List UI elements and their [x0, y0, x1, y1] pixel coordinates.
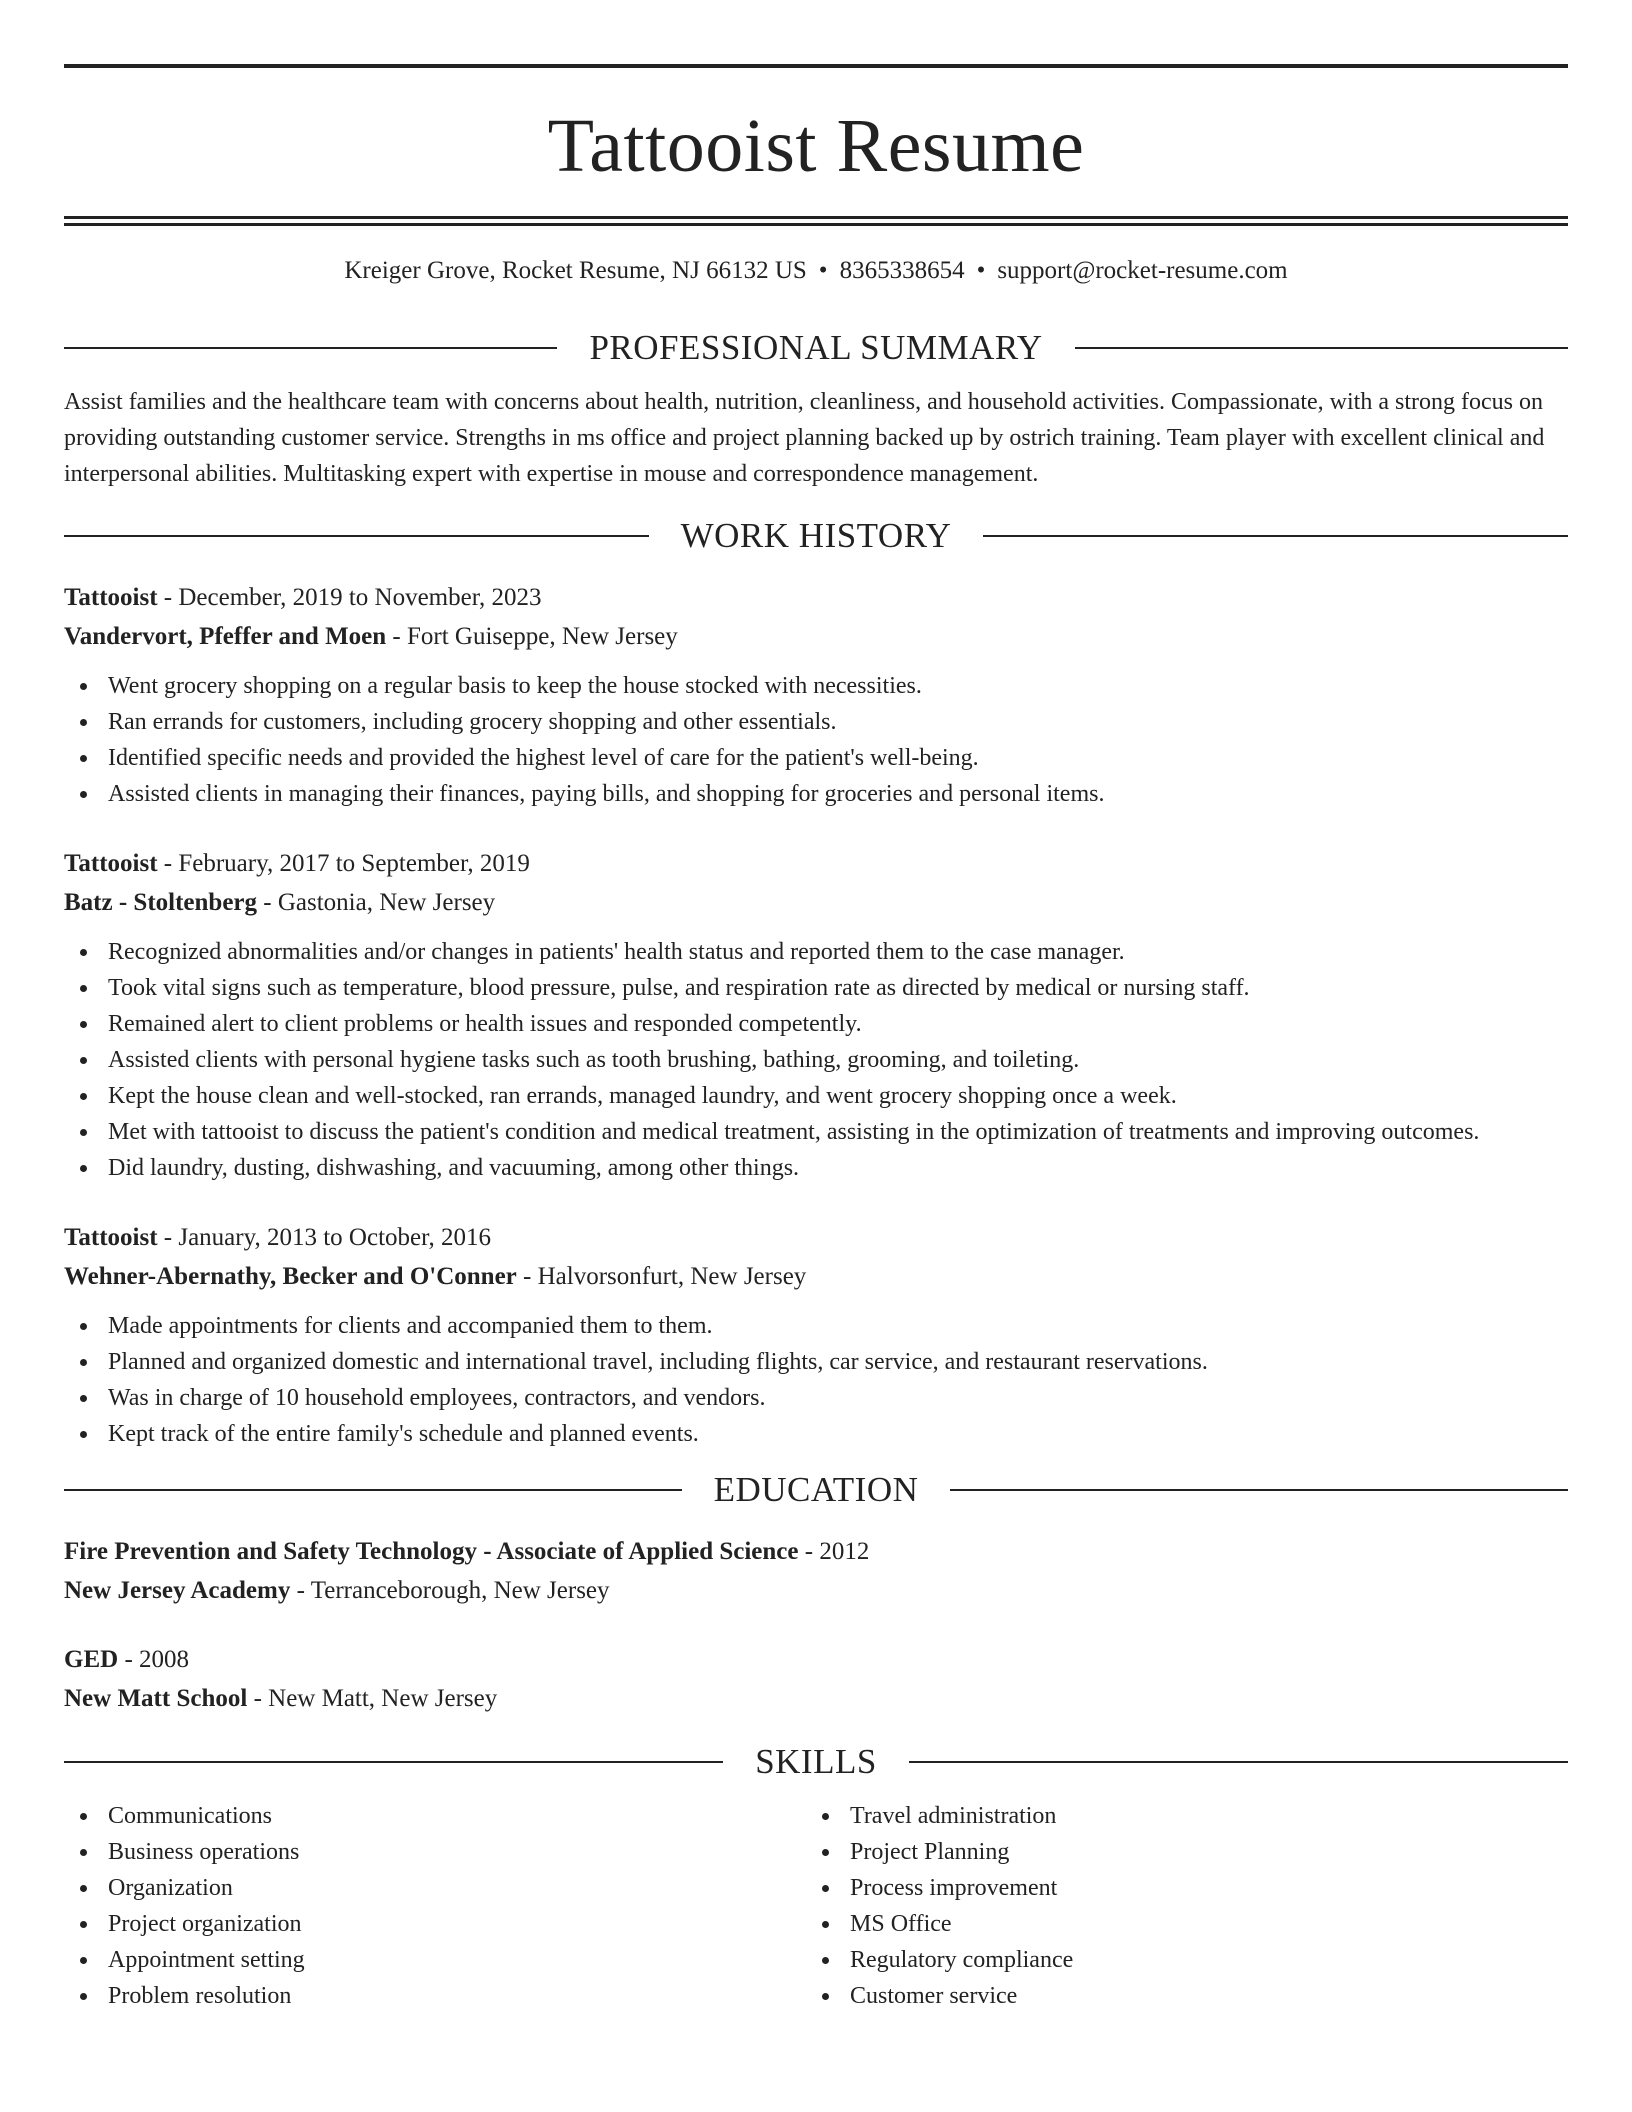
job-title: Tattooist	[64, 850, 158, 877]
job-entry	[64, 1218, 1568, 1452]
job-bullets	[64, 1308, 1568, 1452]
job-entry	[64, 578, 1568, 812]
education-degree-line: GED - 2008	[64, 1646, 190, 1673]
skills-grid	[64, 1798, 1568, 2014]
job-bullet: Identified specific needs and provided the highest level of care for the patient's well-being.	[108, 740, 1568, 776]
job-title: Tattooist	[64, 1224, 158, 1251]
heading-rule	[64, 535, 649, 537]
contact-separator: •	[818, 257, 828, 284]
job-bullet: Ran errands for customers, including grocery shopping and other essentials.	[108, 704, 1568, 740]
summary-text: Assist families and the healthcare team with concerns about health, nutrition, cleanliness, and household activities. Compassionate, with a strong focus on providing outstanding customer service. Strengths in ms office and project planning backed up by ostrich training. Team player with excellent clinical and interpersonal abilities. Multitasking expert with expertise in mouse and correspondence management.	[64, 389, 1545, 487]
top-rule	[64, 64, 1568, 68]
education-heading	[64, 1470, 1568, 1510]
contact-address: Kreiger Grove, Rocket Resume, NJ 66132 US	[344, 257, 807, 284]
skill-item: MS Office	[850, 1906, 1548, 1942]
education-entry	[64, 1640, 1568, 1718]
job-company-line: Wehner-Abernathy, Becker and O'Conner - Halvorsonfurt, New Jersey	[64, 1263, 807, 1290]
job-location: Gastonia, New Jersey	[277, 889, 496, 916]
job-bullet: Met with tattooist to discuss the patient's condition and medical treatment, assisting in the optimization of treatments and improving outcomes.	[108, 1114, 1568, 1150]
job-dates: January, 2013 to October, 2016	[178, 1224, 491, 1251]
skills-heading	[64, 1742, 1568, 1782]
heading-rule	[1075, 347, 1568, 349]
resume-title: Tattooist Resume	[547, 104, 1085, 188]
skills-list	[806, 1798, 1548, 2014]
job-bullet: Was in charge of 10 household employees, contractors, and vendors.	[108, 1380, 1568, 1416]
skill-item: Process improvement	[850, 1870, 1548, 1906]
job-company: Vandervort, Pfeffer and Moen	[64, 623, 387, 650]
job-bullet: Made appointments for clients and accompanied them to them.	[108, 1308, 1568, 1344]
heading-rule	[64, 347, 557, 349]
job-bullet: Took vital signs such as temperature, blood pressure, pulse, and respiration rate as directed by medical or nursing staff.	[108, 970, 1568, 1006]
job-company-line: Vandervort, Pfeffer and Moen - Fort Guiseppe, New Jersey	[64, 623, 678, 650]
job-bullet: Recognized abnormalities and/or changes in patients' health status and reported them to the case manager.	[108, 934, 1568, 970]
skills-column-left	[64, 1798, 806, 2014]
skill-item: Organization	[108, 1870, 806, 1906]
skill-item: Problem resolution	[108, 1978, 806, 2014]
skills-heading-label: SKILLS	[755, 1742, 877, 1781]
skill-item: Regulatory compliance	[850, 1942, 1548, 1978]
job-location: Fort Guiseppe, New Jersey	[407, 623, 678, 650]
skills-list	[64, 1798, 806, 2014]
skill-item: Appointment setting	[108, 1942, 806, 1978]
skill-item: Travel administration	[850, 1798, 1548, 1834]
contact-email: support@rocket-resume.com	[997, 257, 1288, 284]
title-double-rule	[64, 216, 1568, 226]
education-degree: GED	[64, 1646, 119, 1673]
job-company: Batz - Stoltenberg	[64, 889, 258, 916]
job-bullets	[64, 934, 1568, 1186]
skill-item: Customer service	[850, 1978, 1548, 2014]
summary-heading	[64, 328, 1568, 368]
job-bullets	[64, 668, 1568, 812]
education-year: 2008	[139, 1646, 190, 1673]
education-school: New Matt School	[64, 1685, 248, 1712]
skill-item: Communications	[108, 1798, 806, 1834]
heading-rule	[950, 1489, 1568, 1491]
education-heading-label: EDUCATION	[713, 1470, 919, 1509]
job-bullet: Went grocery shopping on a regular basis to keep the house stocked with necessities.	[108, 668, 1568, 704]
job-title-line: Tattooist - February, 2017 to September, 2019	[64, 850, 530, 877]
job-title-line: Tattooist - January, 2013 to October, 2016	[64, 1224, 491, 1251]
heading-rule	[64, 1761, 723, 1763]
job-bullet: Kept the house clean and well-stocked, ran errands, managed laundry, and went grocery shopping once a week.	[108, 1078, 1568, 1114]
education-school-line: New Jersey Academy - Terranceborough, New Jersey	[64, 1577, 610, 1604]
education-school-line: New Matt School - New Matt, New Jersey	[64, 1685, 498, 1712]
contact-phone: 8365338654	[839, 257, 965, 284]
job-bullet: Assisted clients with personal hygiene tasks such as tooth brushing, bathing, grooming, and toileting.	[108, 1042, 1568, 1078]
work-history-heading-label: WORK HISTORY	[680, 516, 952, 555]
education-degree: Fire Prevention and Safety Technology - Associate of Applied Science	[64, 1538, 799, 1565]
job-bullet: Remained alert to client problems or health issues and responded competently.	[108, 1006, 1568, 1042]
summary-heading-label: PROFESSIONAL SUMMARY	[589, 328, 1043, 367]
skills-column-right	[806, 1798, 1548, 2014]
contact-line	[64, 256, 1568, 286]
heading-rule	[983, 535, 1568, 537]
education-location: New Matt, New Jersey	[268, 1685, 498, 1712]
education-degree-line: Fire Prevention and Safety Technology - Associate of Applied Science - 2012	[64, 1538, 870, 1565]
contact-separator: •	[976, 257, 986, 284]
job-bullet: Assisted clients in managing their finances, paying bills, and shopping for groceries and personal items.	[108, 776, 1568, 812]
heading-rule	[64, 1489, 682, 1491]
work-history-heading	[64, 516, 1568, 556]
resume-page	[64, 64, 1568, 2014]
skill-item: Project Planning	[850, 1834, 1548, 1870]
job-company-line: Batz - Stoltenberg - Gastonia, New Jersey	[64, 889, 496, 916]
job-location: Halvorsonfurt, New Jersey	[537, 1263, 807, 1290]
job-company: Wehner-Abernathy, Becker and O'Conner	[64, 1263, 517, 1290]
education-entry	[64, 1532, 1568, 1610]
heading-rule	[909, 1761, 1568, 1763]
job-bullet: Planned and organized domestic and international travel, including flights, car service, and restaurant reservations.	[108, 1344, 1568, 1380]
job-bullet: Did laundry, dusting, dishwashing, and vacuuming, among other things.	[108, 1150, 1568, 1186]
skill-item: Project organization	[108, 1906, 806, 1942]
job-dates: December, 2019 to November, 2023	[178, 584, 542, 611]
job-dates: February, 2017 to September, 2019	[178, 850, 530, 877]
job-title: Tattooist	[64, 584, 158, 611]
education-year: 2012	[819, 1538, 870, 1565]
job-entry	[64, 844, 1568, 1186]
skill-item: Business operations	[108, 1834, 806, 1870]
education-location: Terranceborough, New Jersey	[310, 1577, 610, 1604]
job-bullet: Kept track of the entire family's schedule and planned events.	[108, 1416, 1568, 1452]
education-school: New Jersey Academy	[64, 1577, 291, 1604]
job-title-line: Tattooist - December, 2019 to November, 2023	[64, 584, 542, 611]
